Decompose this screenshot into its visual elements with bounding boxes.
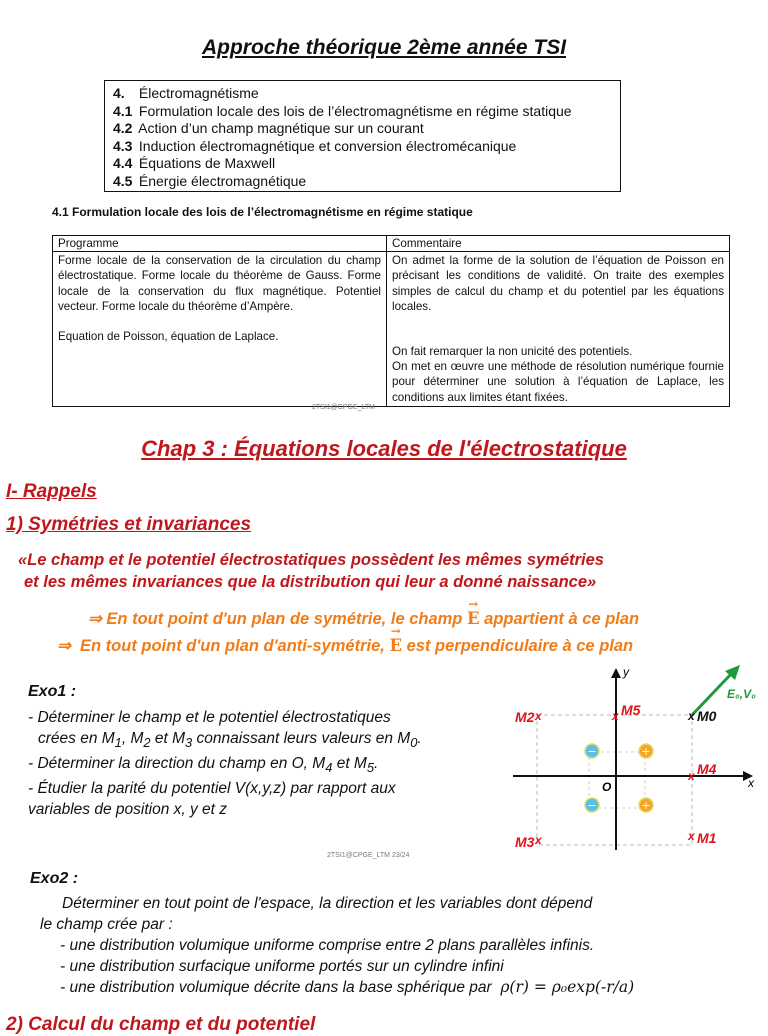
section-heading: 4.1 Formulation locale des lois de l’électromagnétisme en régime statique	[52, 205, 473, 219]
page-title: Approche théorique 2ème année TSI	[201, 36, 567, 59]
field-label: E₀,V₀	[727, 687, 756, 701]
point-m0-label: M0	[697, 708, 717, 724]
y-axis-label: y	[623, 665, 629, 679]
dashed-outline	[537, 715, 692, 845]
svg-text:+: +	[641, 799, 651, 812]
charge-distribution-diagram	[505, 660, 760, 860]
point-marker: x	[688, 829, 695, 843]
chapter-title: Chap 3 : Équations locales de l'électrostatique	[141, 436, 627, 461]
vector-e-symbol: → E	[467, 609, 480, 628]
table-row	[53, 252, 730, 407]
point-m2-label: M2	[515, 709, 535, 725]
point-m3-label: M3	[515, 834, 535, 850]
rule-antisymmetry-plane: ⇒ En tout point d'un plan d'anti-symétrie, → E est perpendiculaire à ce plan	[57, 636, 633, 656]
section-rappels: I- Rappels	[6, 481, 97, 502]
table-cell: Forme locale de la conservation de la circulation du champ électrostatique. Forme locale du théorème de Gauss. Forme locale de la conservation du flux magnétique. Potentiel vecteur. Forme locale du théorème d’Ampère. Equation de Poisson, équation de Laplace.	[53, 252, 387, 407]
summary-item: 4.3 Induction électromagnétique et conversion électromécanique	[113, 137, 517, 154]
programme-table	[52, 235, 730, 407]
table-header-row	[53, 236, 730, 252]
table-cell: On admet la forme de la solution de l’équation de Poisson en précisant les conditions de validité. On traite des exemples simples de calcul du champ et du potentiel par les équations locales. On fait remarquer la non unicité des potentiels. On met en œuvre une méthode de résolution numérique fournie pour déterminer une solution à l’équation de Laplace, les conditions aux limites étant fixées.	[387, 252, 730, 407]
exo1-title: Exo1 :	[28, 683, 77, 700]
svg-text:+: +	[641, 745, 651, 758]
subsection-symetries: 1) Symétries et invariances	[6, 514, 252, 535]
exo1-body: - Déterminer le champ et le potentiel électrostatiques crées en $M_1$, $M_2$ et $M_3$ connaissant leurs valeurs en $M_0$. - Déterminer la direction du champ en O, $M_4$ et $M_5$. - Étudier la parité du potentiel V(x,y,z) par rapport aux variables de position x, y et z	[28, 709, 422, 819]
watermark-top: 2TSI1@CPGE_LTM	[312, 404, 375, 411]
summary-item: 4.2 Action d’un champ magnétique sur un courant	[113, 120, 424, 136]
vector-e-symbol: → E	[389, 636, 402, 655]
origin-label: O	[602, 780, 612, 794]
point-m5-label: M5	[621, 702, 641, 718]
next-section-heading-cut: 2) Calcul du champ et du potentiel	[6, 1014, 316, 1035]
chapter-summary-box	[104, 80, 621, 192]
exo2-title: Exo2 :	[30, 870, 79, 887]
implies-symbol: ⇒	[57, 637, 71, 655]
x-axis-label: x	[748, 776, 754, 790]
svg-text:−: −	[587, 745, 597, 758]
point-marker: x	[535, 709, 542, 723]
point-marker: x	[688, 769, 695, 783]
point-marker: x	[688, 709, 695, 723]
column-header-commentaire: Commentaire	[387, 236, 730, 252]
y-arrow-icon	[611, 668, 621, 678]
implies-symbol: ⇒	[88, 610, 102, 628]
density-formula: ρ(r) = ρ₀exp(-r/a)	[500, 978, 635, 996]
summary-item: 4.1 Formulation locale des lois de l’électromagnétisme en régime statique	[113, 102, 572, 119]
summary-item: 4.5 Énergie électromagnétique	[113, 172, 307, 189]
principle-quote: «Le champ et le potentiel électrostatiques possèdent les mêmes symétries et les mêmes invariances que la distribution qui leur a donné naissance»	[18, 551, 604, 591]
watermark-bottom: 2TSI1@CPGE_LTM 23/24	[327, 852, 410, 859]
column-header-programme: Programme	[53, 236, 387, 252]
rule-symmetry-plane: ⇒ En tout point d'un plan de symétrie, le champ → E appartient à ce plan	[88, 609, 639, 629]
point-marker: x	[612, 709, 619, 723]
summary-item: 4.4 Équations de Maxwell	[113, 155, 276, 171]
exo2-body: Déterminer en tout point de l'espace, la direction et les variables dont dépend le champ crée par : - une distribution volumique uniforme comprise entre 2 plans parallèles infinis. - une distribution surfacique uniforme portés sur un cylindre infini - une distribution volumique décrite dans la base sphérique par ρ(r) = ρ₀exp(-r/a)	[40, 895, 635, 996]
point-m1-label: M1	[697, 830, 717, 846]
point-m4-label: M4	[697, 761, 717, 777]
point-marker: x	[535, 833, 542, 847]
svg-text:−: −	[587, 799, 597, 812]
summary-item: 4. Électromagnétisme	[113, 85, 259, 101]
